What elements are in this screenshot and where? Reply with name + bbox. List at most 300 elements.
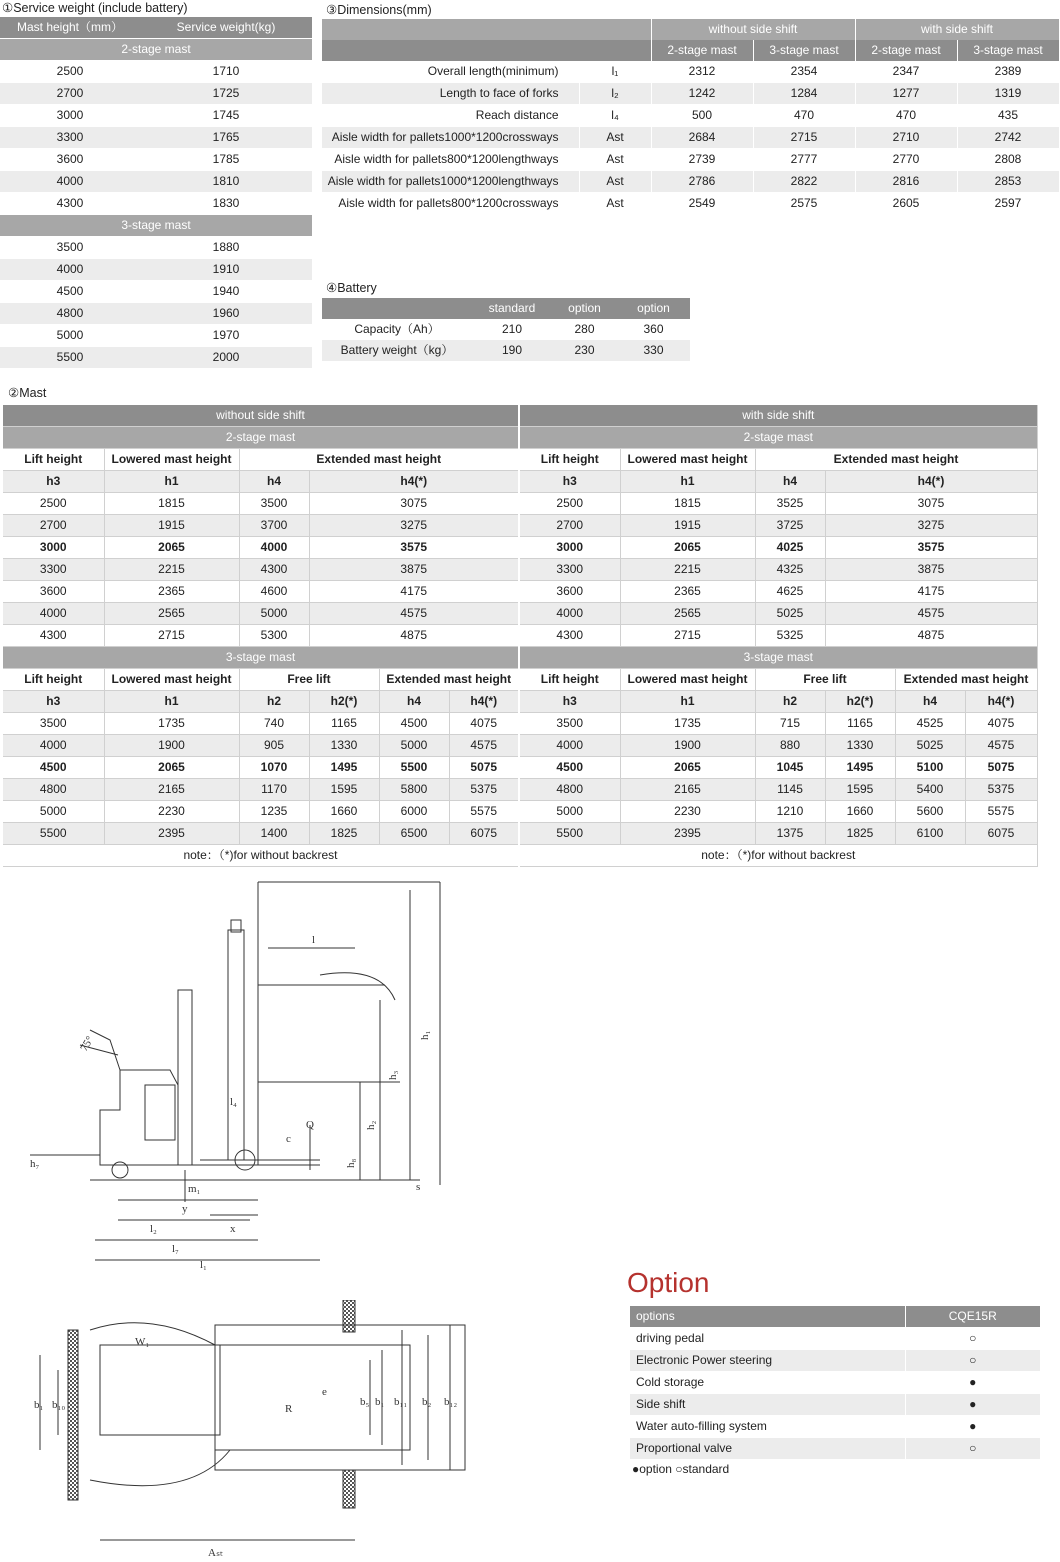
- sw-cell: 4000: [0, 259, 140, 281]
- mast-cell: 5500: [519, 823, 620, 845]
- mast-cell: 4500: [379, 713, 449, 735]
- table-row: [0, 259, 312, 281]
- mast-cell: 5575: [965, 801, 1037, 823]
- mast-cell: 2715: [104, 625, 239, 647]
- mast-cell: 2230: [104, 801, 239, 823]
- svg-text:R: R: [285, 1403, 293, 1415]
- mast-symbol: h4(*): [309, 471, 519, 493]
- mast-symbol-row: [3, 691, 1037, 713]
- table-row: [3, 625, 1037, 647]
- mast-cell: 5325: [755, 625, 825, 647]
- mast-cell: 2065: [620, 537, 755, 559]
- mast-cell: 5500: [379, 757, 449, 779]
- mast-cell: 1235: [239, 801, 309, 823]
- mast-col-header: Extended mast height: [895, 669, 1037, 691]
- mast-cell: 6075: [449, 823, 519, 845]
- table-row: [322, 127, 1059, 149]
- mast-cell: 6000: [379, 801, 449, 823]
- svg-text:l₇: l₇: [172, 1243, 179, 1255]
- mast-cell: 3575: [309, 537, 519, 559]
- sw-header-row: [0, 17, 312, 39]
- mast-symbol: h1: [104, 471, 239, 493]
- mast-cell: 1900: [620, 735, 755, 757]
- dim-label: Aisle width for pallets1000*1200crossways: [322, 127, 579, 149]
- svg-text:l: l: [312, 934, 316, 946]
- mast-stage-label: 3-stage mast: [3, 647, 519, 669]
- table-row: [0, 193, 312, 215]
- battery-table: [322, 298, 690, 361]
- dim-cell: 2853: [957, 171, 1059, 193]
- mast-group-label: without side shift: [3, 405, 519, 427]
- dim-cell: 1319: [957, 83, 1059, 105]
- mast-cell: 4600: [239, 581, 309, 603]
- mast-cell: 1900: [104, 735, 239, 757]
- mast-cell: 3700: [239, 515, 309, 537]
- mast-col-header: Lift height: [519, 449, 620, 471]
- table-row: [3, 515, 1037, 537]
- mast-cell: 5075: [965, 757, 1037, 779]
- mast-cell: 4300: [3, 625, 104, 647]
- mast-cell: 5000: [519, 801, 620, 823]
- mast-cell: 3275: [825, 515, 1037, 537]
- option-mark: ○: [905, 1328, 1040, 1350]
- svg-text:b₅: b₅: [360, 1396, 370, 1408]
- mast-table: [3, 405, 1038, 867]
- dim-sub-header: 3-stage mast: [957, 40, 1059, 61]
- mast-symbol: h3: [519, 471, 620, 493]
- mast-cell: 1735: [104, 713, 239, 735]
- dim-cell: 2605: [855, 193, 957, 215]
- battery-cell: 280: [574, 322, 595, 336]
- dim-cell: 1242: [651, 83, 753, 105]
- mast-symbol: h1: [620, 691, 755, 713]
- mast-col-header: Free lift: [239, 669, 379, 691]
- mast-cell: 2215: [620, 559, 755, 581]
- dim-cell: 2354: [753, 61, 855, 83]
- mast-cell: 4625: [755, 581, 825, 603]
- table-row: [3, 537, 1037, 559]
- mast-cell: 1165: [309, 713, 379, 735]
- sw-cell: 2000: [140, 347, 312, 369]
- dim-symbol: Ast: [579, 127, 651, 149]
- dim-sub-header: 2-stage mast: [651, 40, 753, 61]
- mast-cell: 2165: [620, 779, 755, 801]
- sw-cell: 1745: [140, 105, 312, 127]
- table-row: [0, 303, 312, 325]
- mast-note: note：（*)for without backrest: [3, 845, 519, 867]
- dim-cell: 2575: [753, 193, 855, 215]
- mast-cell: 4800: [3, 779, 104, 801]
- mast-symbol: h4(*): [449, 691, 519, 713]
- mast-cell: 3275: [309, 515, 519, 537]
- dim-cell: 500: [651, 105, 753, 127]
- table-row: [3, 603, 1037, 625]
- option-mark: ●: [905, 1416, 1040, 1438]
- sw-cell: 4500: [0, 281, 140, 303]
- table-row: [3, 713, 1037, 735]
- dim-symbol: l₁: [579, 61, 651, 83]
- mast-cell: 5025: [755, 603, 825, 625]
- sw-cell: 3500: [0, 237, 140, 259]
- table-row: [3, 801, 1037, 823]
- option-mark: ●: [905, 1394, 1040, 1416]
- table-row: [322, 105, 1059, 127]
- mast-cell: 3500: [519, 713, 620, 735]
- mast-cell: 1660: [309, 801, 379, 823]
- mast-cell: 3075: [825, 493, 1037, 515]
- mast-group-label: with side shift: [519, 405, 1037, 427]
- mast-cell: 2700: [3, 515, 104, 537]
- mast-cell: 1495: [309, 757, 379, 779]
- svg-text:l₁: l₁: [200, 1259, 207, 1270]
- battery-label: Battery weight（kg）: [322, 340, 472, 361]
- svg-text:b₁: b₁: [34, 1399, 44, 1411]
- mast-cell: 4000: [3, 735, 104, 757]
- dim-cell: 2597: [957, 193, 1059, 215]
- dim-cell: 2822: [753, 171, 855, 193]
- mast-cell: 3525: [755, 493, 825, 515]
- mast-symbol: h4(*): [965, 691, 1037, 713]
- mast-cell: 4300: [239, 559, 309, 581]
- mast-cell: 1595: [309, 779, 379, 801]
- mast-cell: 3000: [3, 537, 104, 559]
- dim-cell: 1277: [855, 83, 957, 105]
- mast-cell: 3875: [309, 559, 519, 581]
- mast-cell: 1165: [825, 713, 895, 735]
- mast-cell: 4875: [309, 625, 519, 647]
- mast-cell: 4000: [3, 603, 104, 625]
- mast-cell: 4500: [519, 757, 620, 779]
- dim-sub-header-row: [322, 40, 1059, 61]
- mast-cell: 4575: [449, 735, 519, 757]
- mast-cell: 4025: [755, 537, 825, 559]
- dim-group-label: with side shift: [855, 19, 1059, 40]
- sw-cell: 3300: [0, 127, 140, 149]
- mast-cell: 2365: [620, 581, 755, 603]
- mast-cell: 4575: [309, 603, 519, 625]
- mast-cell: 2500: [3, 493, 104, 515]
- mast-cell: 3500: [3, 713, 104, 735]
- dimensions-table: [322, 19, 1060, 215]
- sw-cell: 3000: [0, 105, 140, 127]
- mast-col-header: Lowered mast height: [104, 669, 239, 691]
- svg-text:h₈: h₈: [345, 1158, 357, 1168]
- mast-cell: 2065: [620, 757, 755, 779]
- mast-col-header: Extended mast height: [755, 449, 1037, 471]
- mast-cell: 4575: [965, 735, 1037, 757]
- table-row: [3, 559, 1037, 581]
- table-row: [322, 83, 1059, 105]
- mast-symbol: h3: [3, 471, 104, 493]
- mast-symbol: h2: [239, 691, 309, 713]
- mast-cell: 1915: [104, 515, 239, 537]
- mast-header-row: [3, 669, 1037, 691]
- mast-cell: 2230: [620, 801, 755, 823]
- mast-cell: 4075: [965, 713, 1037, 735]
- mast-cell: 5300: [239, 625, 309, 647]
- mast-title: ②Mast: [8, 386, 47, 400]
- mast-cell: 1145: [755, 779, 825, 801]
- service-weight-table: [0, 17, 312, 369]
- mast-cell: 3575: [825, 537, 1037, 559]
- mast-cell: 1330: [309, 735, 379, 757]
- mast-symbol: h2(*): [309, 691, 379, 713]
- mast-cell: 1400: [239, 823, 309, 845]
- table-row: [0, 347, 312, 369]
- mast-cell: 5100: [895, 757, 965, 779]
- mast-symbol: h1: [620, 471, 755, 493]
- sw-group-label: 3-stage mast: [0, 215, 312, 237]
- mast-symbol: h3: [3, 691, 104, 713]
- table-row: [3, 823, 1037, 845]
- table-row: [3, 735, 1037, 757]
- table-row: [630, 1350, 1040, 1372]
- mast-cell: 905: [239, 735, 309, 757]
- mast-symbol: h2: [755, 691, 825, 713]
- table-row: [322, 171, 1059, 193]
- sw-cell: 1960: [140, 303, 312, 325]
- table-row: [630, 1438, 1040, 1460]
- option-label: Electronic Power steering: [630, 1350, 905, 1372]
- battery-col-header: option: [552, 298, 617, 319]
- mast-cell: 4000: [519, 735, 620, 757]
- table-row: [630, 1328, 1040, 1350]
- sw-cell: 1810: [140, 171, 312, 193]
- dim-cell: 2710: [855, 127, 957, 149]
- battery-cell: 230: [552, 340, 617, 361]
- dim-cell: 2715: [753, 127, 855, 149]
- option-model-header: CQE15R: [905, 1306, 1040, 1328]
- mast-cell: 6100: [895, 823, 965, 845]
- dim-cell: 2742: [957, 127, 1059, 149]
- dim-label: Aisle width for pallets800*1200crossways: [322, 193, 579, 215]
- sw-cell: 2700: [0, 83, 140, 105]
- dim-cell: 2816: [855, 171, 957, 193]
- table-row: [0, 325, 312, 347]
- battery-cell: 360: [643, 322, 664, 336]
- dim-cell: 2549: [651, 193, 753, 215]
- table-row: [0, 83, 312, 105]
- mast-cell: 3300: [3, 559, 104, 581]
- mast-cell: 5400: [895, 779, 965, 801]
- mast-cell: 3300: [519, 559, 620, 581]
- sw-cell: 1785: [140, 149, 312, 171]
- mast-col-header: Lift height: [519, 669, 620, 691]
- option-header-row: [630, 1306, 1040, 1328]
- table-row: [3, 493, 1037, 515]
- option-label: driving pedal: [630, 1328, 905, 1350]
- mast-cell: 3600: [519, 581, 620, 603]
- battery-col-header: option: [617, 298, 690, 319]
- svg-text:s: s: [416, 1181, 421, 1193]
- dim-symbol: Ast: [579, 193, 651, 215]
- option-mark: ○: [905, 1438, 1040, 1460]
- option-label: Water auto-filling system: [630, 1416, 905, 1438]
- table-row: [322, 61, 1059, 83]
- mast-cell: 4000: [519, 603, 620, 625]
- dim-cell: 2312: [651, 61, 753, 83]
- mast-col-header: Lowered mast height: [620, 669, 755, 691]
- mast-symbol: h4: [895, 691, 965, 713]
- mast-cell: 1330: [825, 735, 895, 757]
- table-row: [0, 237, 312, 259]
- table-row: [322, 319, 690, 340]
- mast-symbol: h4: [379, 691, 449, 713]
- sw-cell: 5500: [0, 347, 140, 369]
- table-row: [3, 581, 1037, 603]
- mast-stage-label: 3-stage mast: [519, 647, 1037, 669]
- mast-cell: 1815: [104, 493, 239, 515]
- dim-cell: 2808: [957, 149, 1059, 171]
- dim-group-label: without side shift: [651, 19, 855, 40]
- mast-symbol: h4: [239, 471, 309, 493]
- mast-cell: 2395: [620, 823, 755, 845]
- sw-cell: 5000: [0, 325, 140, 347]
- sw-col-header: Mast height（mm）: [0, 17, 140, 39]
- battery-cell: 330: [617, 340, 690, 361]
- mast-col-header: Lift height: [3, 449, 104, 471]
- option-title: Option: [627, 1267, 710, 1298]
- svg-text:c: c: [286, 1133, 291, 1145]
- sw-cell: 4800: [0, 303, 140, 325]
- mast-cell: 2700: [519, 515, 620, 537]
- mast-symbol: h4(*): [825, 471, 1037, 493]
- svg-text:W₁: W₁: [135, 1336, 150, 1348]
- mast-cell: 4500: [3, 757, 104, 779]
- dim-cell: 2770: [855, 149, 957, 171]
- dim-sub-header: 2-stage mast: [855, 40, 957, 61]
- option-legend: ●option ○standard: [632, 1462, 730, 1476]
- mast-cell: 4575: [825, 603, 1037, 625]
- svg-text:h₇: h₇: [30, 1158, 40, 1170]
- table-row: [3, 779, 1037, 801]
- mast-cell: 6500: [379, 823, 449, 845]
- dim-symbol: Ast: [579, 149, 651, 171]
- side-view-drawing: [0, 870, 460, 1270]
- svg-text:h₁: h₁: [419, 1030, 431, 1040]
- svg-text:h₃: h₃: [387, 1070, 399, 1080]
- dim-symbol: l₂: [579, 83, 651, 105]
- table-row: [630, 1372, 1040, 1394]
- svg-text:e: e: [322, 1386, 327, 1398]
- mast-cell: 4075: [449, 713, 519, 735]
- svg-text:l₄: l₄: [230, 1096, 237, 1108]
- mast-cell: 2565: [104, 603, 239, 625]
- mast-cell: 2065: [104, 757, 239, 779]
- mast-cell: 5075: [449, 757, 519, 779]
- option-mark: ●: [905, 1372, 1040, 1394]
- battery-header-row: [322, 298, 690, 319]
- table-row: [0, 149, 312, 171]
- option-col-header: options: [630, 1306, 905, 1328]
- sw-cell: 1765: [140, 127, 312, 149]
- mast-cell: 4800: [519, 779, 620, 801]
- table-row: [322, 340, 690, 361]
- mast-cell: 4175: [825, 581, 1037, 603]
- mast-symbol: h2(*): [825, 691, 895, 713]
- sw-cell: 1910: [140, 259, 312, 281]
- sw-group-label: 2-stage mast: [0, 39, 312, 61]
- mast-stage-row: [3, 427, 1037, 449]
- mast-col-header: Extended mast height: [239, 449, 519, 471]
- dim-cell: 2347: [855, 61, 957, 83]
- mast-stage-label: 2-stage mast: [3, 427, 519, 449]
- svg-text:b₂: b₂: [422, 1396, 432, 1408]
- sw-cell: 1880: [140, 237, 312, 259]
- svg-text:b₁: b₁: [375, 1396, 385, 1408]
- mast-cell: 5600: [895, 801, 965, 823]
- mast-cell: 5575: [449, 801, 519, 823]
- mast-cell: 2395: [104, 823, 239, 845]
- dim-cell: 2739: [651, 149, 753, 171]
- table-row: [0, 281, 312, 303]
- dim-cell: 435: [957, 105, 1059, 127]
- sw-cell: 1710: [140, 61, 312, 83]
- svg-text:h₂: h₂: [365, 1120, 377, 1130]
- mast-cell: 3600: [3, 581, 104, 603]
- mast-cell: 1825: [825, 823, 895, 845]
- dim-label: Reach distance: [322, 105, 579, 127]
- mast-cell: 4525: [895, 713, 965, 735]
- mast-cell: 1495: [825, 757, 895, 779]
- battery-cell: 190: [472, 340, 552, 361]
- dim-symbol: l₄: [579, 105, 651, 127]
- mast-stage-label: 2-stage mast: [519, 427, 1037, 449]
- mast-col-header: Lowered mast height: [104, 449, 239, 471]
- svg-text:b₁₀: b₁₀: [52, 1399, 66, 1411]
- table-row: [630, 1416, 1040, 1438]
- svg-text:b₁₁: b₁₁: [394, 1396, 408, 1408]
- mast-note-row: [3, 845, 1037, 867]
- dim-blank: [322, 19, 651, 40]
- dim-group-row: [322, 19, 1059, 40]
- top-view-drawing: [30, 1300, 500, 1560]
- mast-cell: 2165: [104, 779, 239, 801]
- table-row: [322, 193, 1059, 215]
- dimensions-title: ③Dimensions(mm): [326, 3, 432, 17]
- dim-cell: 2786: [651, 171, 753, 193]
- mast-cell: 2065: [104, 537, 239, 559]
- mast-cell: 4000: [239, 537, 309, 559]
- option-label: Cold storage: [630, 1372, 905, 1394]
- dim-cell: 1284: [753, 83, 855, 105]
- mast-cell: 5000: [3, 801, 104, 823]
- option-mark: ○: [905, 1350, 1040, 1372]
- mast-symbol: h4: [755, 471, 825, 493]
- dim-label: Aisle width for pallets1000*1200lengthways: [322, 171, 579, 193]
- svg-text:Aₛₜ: Aₛₜ: [208, 1547, 224, 1559]
- mast-cell: 3725: [755, 515, 825, 537]
- sw-cell: 3600: [0, 149, 140, 171]
- sw-cell: 4000: [0, 171, 140, 193]
- mast-cell: 1735: [620, 713, 755, 735]
- mast-cell: 1660: [825, 801, 895, 823]
- battery-blank: [322, 298, 472, 319]
- sw-cell: 1940: [140, 281, 312, 303]
- mast-header-row: [3, 449, 1037, 471]
- mast-cell: 5000: [239, 603, 309, 625]
- mast-cell: 1595: [825, 779, 895, 801]
- mast-cell: 4300: [519, 625, 620, 647]
- mast-cell: 1170: [239, 779, 309, 801]
- dim-symbol: Ast: [579, 171, 651, 193]
- mast-cell: 6075: [965, 823, 1037, 845]
- sw-cell: 1830: [140, 193, 312, 215]
- mast-col-header: Lift height: [3, 669, 104, 691]
- sw-group-row: [0, 215, 312, 237]
- svg-text:Q: Q: [306, 1119, 314, 1131]
- mast-col-header: Lowered mast height: [620, 449, 755, 471]
